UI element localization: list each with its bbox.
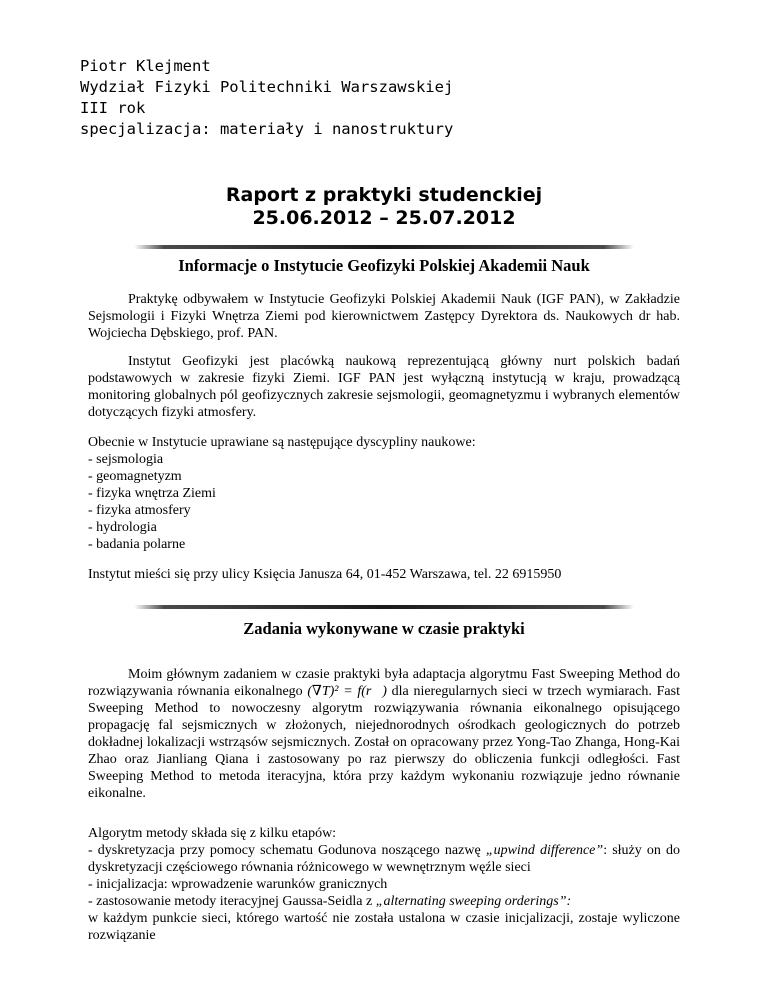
list-item: - fizyka atmosfery: [88, 503, 191, 518]
emphasis-upwind: „upwind difference”: [485, 843, 604, 858]
emphasis-alternating: „alternating sweeping orderings”:: [375, 894, 572, 909]
section-heading-institute: Informacje o Instytucie Geofizyki Polskiej Akademii Nauk: [178, 256, 590, 275]
section-divider: [134, 605, 634, 609]
paragraph-institute-description: Instytut Geofizyki jest placówką naukową reprezentującą główny nurt polskich badań podstawowych w zakresie fizyki Ziemi. IGF PAN jest wyłączną instytucją w kraju, prowadzącą monitoring globalnych pól geofizycznych zakresie sejsmologii, geomagnetyzmu i wybranych elementów dotyczących fizyki atmosfery.: [88, 354, 680, 420]
report-dates: 25.06.2012 – 25.07.2012: [252, 207, 516, 229]
list-item: - sejsmologia: [88, 452, 164, 467]
paragraph-main-task-end: dla nieregularnych sieci w trzech wymiarach. Fast Sweeping Method to nowoczesny algorytm rozwiązywania równania eikonalnego opisującego propagację fal sejsmicznych w złożonych, niejednorodnych ośrodkach geologicznych do potrzeb dokładnej lokalizacji wstrząsów sejsmicznych. Został on opracowany przez Yong-Tao Zhanga, Hong-Kai Zhao oraz Jianliang Qiana i zastosowany po raz pierwszy do obliczenia funkcji odległości. Fast Sweeping Method to metoda iteracyjna, która przy każdym wykonaniu rozwiązuje jedno równanie eikonalne.: [88, 684, 680, 801]
paragraph-internship-place: Praktykę odbywałem w Instytucie Geofizyki Polskiej Akademii Nauk (IGF PAN), w Zakładzie Sejsmologii i Fizyki Wnętrza Ziemi pod kierownictwem Zastępcy Dyrektora ds. Naukowych dr hab. Wojciecha Dębskiego, prof. PAN.: [88, 292, 680, 341]
author-year: III rok: [80, 99, 146, 117]
list-item: - geomagnetyzm: [88, 469, 182, 484]
list-item: w każdym punkcie sieci, którego wartość nie została ustalona w czasie inicjalizacji, zostaje wyliczone rozwiązanie: [88, 911, 680, 943]
author-faculty: Wydział Fizyki Politechniki Warszawskiej: [80, 78, 454, 96]
algorithm-steps-intro: Algorytm metody składa się z kilku etapów:: [88, 826, 337, 841]
list-item: - badania polarne: [88, 537, 186, 552]
disciplines-intro: Obecnie w Instytucie uprawiane są następujące dyscypliny naukowe:: [88, 435, 476, 450]
paragraph-main-task-start: Moim głównym zadaniem w czasie praktyki była adaptacja algorytmu Fast Sweeping Method do rozwiązywania równania eikonalnego: [88, 667, 680, 699]
institute-address: Instytut mieści się przy ulicy Księcia Janusza 64, 01-452 Warszawa, tel. 22 6915950: [88, 567, 562, 582]
list-item: - zastosowanie metody iteracyjnej Gaussa-Seidla z „alternating sweeping orderings”:: [88, 894, 572, 909]
report-title: Raport z praktyki studenckiej: [225, 184, 543, 206]
list-item: - dyskretyzacja przy pomocy schematu Godunova noszącego nazwę „upwind difference”: służy on do dyskretyzacji częściowego równania różnicowego w wewnętrznym węźle sieci: [88, 843, 680, 875]
author-name: Piotr Klejment: [80, 57, 211, 75]
report-title-block: [0, 184, 768, 230]
eikonal-equation: (∇T)² = f(r⃗): [307, 684, 387, 699]
list-item: - inicjalizacja: wprowadzenie warunków granicznych: [88, 877, 388, 892]
list-item: - fizyka wnętrza Ziemi: [88, 486, 216, 501]
paragraph-main-task: [88, 666, 680, 802]
list-item: - hydrologia: [88, 520, 157, 535]
author-specialization: specjalizacja: materiały i nanostruktury: [80, 120, 454, 138]
section-divider: [134, 245, 634, 249]
author-block: [80, 56, 453, 140]
disciplines-list: [88, 434, 680, 553]
algorithm-steps: [88, 825, 680, 944]
section-heading-tasks: Zadania wykonywane w czasie praktyki: [243, 619, 525, 638]
